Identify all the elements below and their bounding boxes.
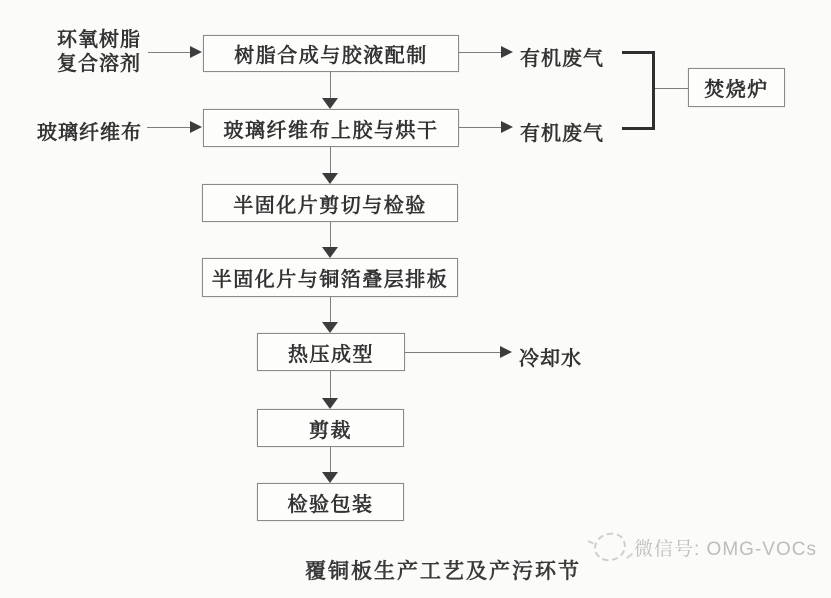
edge-resin-to-wastegas-line <box>459 52 501 53</box>
input-label-epoxy-line1: 环氧树脂 <box>57 29 141 51</box>
watermark-wechat-id: 微信号: OMG-VOCs <box>634 539 817 560</box>
wechat-logo-icon <box>591 530 628 564</box>
edge-resin-to-coating-line <box>330 72 331 99</box>
arrow-right-icon <box>501 46 513 58</box>
edge-coating-to-cutting-line <box>330 147 331 174</box>
bracket-bottom-hook-line <box>622 127 655 130</box>
edge-glass-to-coating-line <box>147 127 190 128</box>
arrow-down-icon <box>322 247 338 258</box>
arrow-right-icon <box>501 121 513 133</box>
arrow-down-icon <box>322 173 338 184</box>
arrow-right-icon <box>190 121 202 133</box>
edge-coating-to-wastegas-line <box>459 127 501 128</box>
bracket-top-hook-line <box>622 51 655 54</box>
edge-bracket-to-incinerator-line <box>655 88 688 89</box>
output-label-waste-gas-top: 有机废气 <box>520 48 604 70</box>
step-box-prepreg-cutting: 半固化片剪切与检验 <box>202 184 458 222</box>
step-box-resin-synthesis: 树脂合成与胶液配制 <box>203 35 459 72</box>
edge-layup-to-hotpress-line <box>330 297 331 323</box>
treatment-box-incinerator: 焚烧炉 <box>688 68 785 107</box>
edge-hotpress-to-trim-line <box>330 371 331 398</box>
input-label-epoxy-line2: 复合溶剂 <box>57 53 141 75</box>
step-box-hot-press: 热压成型 <box>257 333 405 371</box>
step-box-cloth-coating: 玻璃纤维布上胶与烘干 <box>203 109 459 147</box>
diagram-caption: 覆铜板生产工艺及产污环节 <box>305 559 581 583</box>
edge-cutting-to-layup-line <box>330 222 331 248</box>
arrow-right-icon <box>190 46 202 58</box>
step-box-trimming: 剪裁 <box>257 409 404 447</box>
step-box-layup: 半固化片与铜箔叠层排板 <box>202 258 458 297</box>
arrow-down-icon <box>322 322 338 333</box>
bracket-vertical-line <box>652 51 655 130</box>
edge-trim-to-pack-line <box>330 447 331 473</box>
arrow-right-icon <box>500 346 512 358</box>
output-label-waste-gas-bottom: 有机废气 <box>520 123 604 145</box>
arrow-down-icon <box>322 98 338 109</box>
arrow-down-icon <box>322 472 338 483</box>
step-box-inspect-packaging: 检验包装 <box>257 483 404 521</box>
input-label-epoxy-solvent <box>57 28 141 76</box>
edge-hotpress-to-coolingwater-line <box>405 352 500 353</box>
output-label-cooling-water: 冷却水 <box>519 348 582 370</box>
arrow-down-icon <box>322 398 338 409</box>
input-label-glass-fiber-cloth: 玻璃纤维布 <box>37 122 142 144</box>
edge-epoxy-to-resin-line <box>148 52 190 53</box>
